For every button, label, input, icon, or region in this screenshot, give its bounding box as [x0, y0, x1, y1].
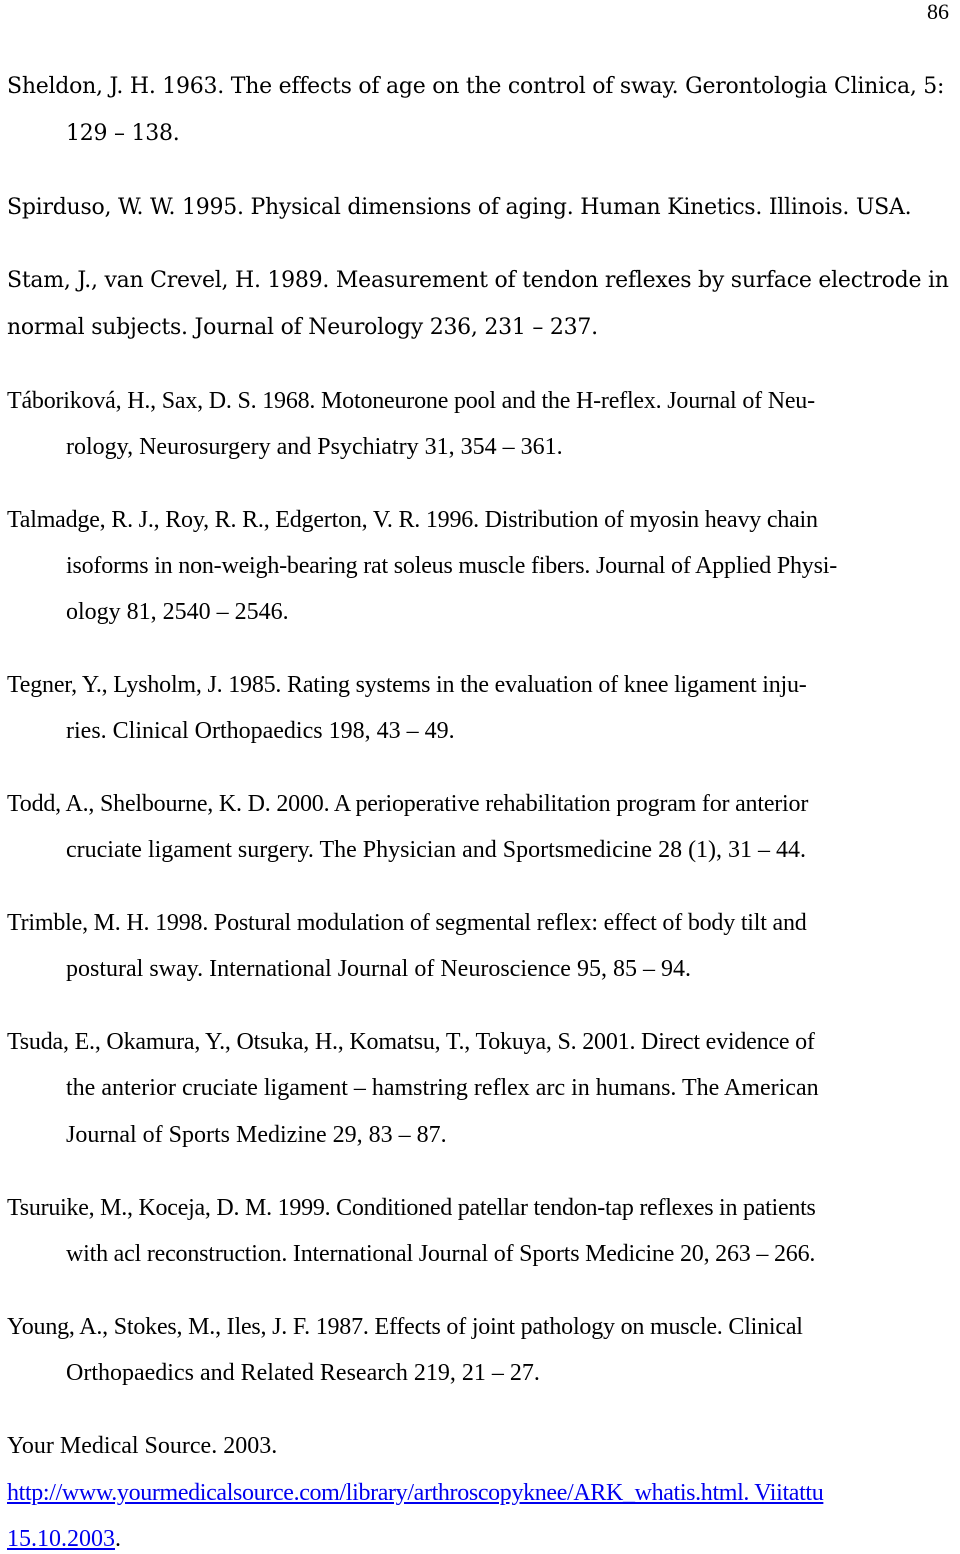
reference-period: . — [115, 1526, 121, 1552]
reference-line: Táboriková, H., Sax, D. S. 1968. Motoneurone pool and the H-reflex. Journal of Neu- — [7, 388, 815, 414]
reference-line: Stam, J., van Crevel, H. 1989. Measurement of tendon reflexes by surface electrode in — [7, 268, 949, 293]
page-number: 86 — [927, 0, 949, 24]
reference-url-link[interactable]: http://www.yourmedicalsource.com/library/arthroscopyknee/ARK_whatis.html. Viitattu — [7, 1480, 824, 1506]
reference-line: with acl reconstruction. International Journal of Sports Medicine 20, 263 – 266. — [66, 1241, 816, 1267]
reference-line: isoforms in non-weigh-bearing rat soleus muscle fibers. Journal of Applied Physi- — [66, 553, 837, 579]
reference-url-link-date[interactable]: 15.10.2003 — [7, 1526, 115, 1552]
reference-line: Journal of Sports Medizine 29, 83 – 87. — [66, 1122, 447, 1148]
reference-line: 129 – 138. — [66, 121, 180, 146]
reference-line: Trimble, M. H. 1998. Postural modulation of segmental reflex: effect of body tilt and — [7, 910, 807, 936]
reference-line: ries. Clinical Orthopaedics 198, 43 – 49. — [66, 718, 455, 744]
reference-line: Tsuruike, M., Koceja, D. M. 1999. Conditioned patellar tendon-tap reflexes in patients — [7, 1195, 816, 1221]
reference-line: cruciate ligament surgery. The Physician and Sportsmedicine 28 (1), 31 – 44. — [66, 837, 807, 863]
reference-line: Tegner, Y., Lysholm, J. 1985. Rating systems in the evaluation of knee ligament inju- — [7, 672, 807, 698]
reference-line: Spirduso, W. W. 1995. Physical dimensions of aging. Human Kinetics. Illinois. USA. — [7, 195, 912, 220]
reference-line: Sheldon, J. H. 1963. The effects of age on the control of sway. Gerontologia Clinica, 5: — [7, 74, 945, 99]
reference-line: Young, A., Stokes, M., Iles, J. F. 1987. Effects of joint pathology on muscle. Clinical — [7, 1314, 803, 1340]
reference-line: Orthopaedics and Related Research 219, 21 – 27. — [66, 1360, 540, 1386]
reference-line: Your Medical Source. 2003. — [7, 1433, 278, 1459]
reference-line: Todd, A., Shelbourne, K. D. 2000. A perioperative rehabilitation program for anterior — [7, 791, 809, 817]
reference-line: ology 81, 2540 – 2546. — [66, 599, 289, 625]
reference-link-line — [7, 1524, 121, 1554]
reference-line: postural sway. International Journal of Neuroscience 95, 85 – 94. — [66, 956, 691, 982]
reference-line: Tsuda, E., Okamura, Y., Otsuka, H., Komatsu, T., Tokuya, S. 2001. Direct evidence of — [7, 1029, 815, 1055]
reference-line: the anterior cruciate ligament – hamstring reflex arc in humans. The American — [66, 1075, 819, 1101]
reference-link-line — [7, 1478, 823, 1508]
reference-line: rology, Neurosurgery and Psychiatry 31, 354 – 361. — [66, 434, 563, 460]
reference-line: Talmadge, R. J., Roy, R. R., Edgerton, V. R. 1996. Distribution of myosin heavy chain — [7, 507, 818, 533]
reference-line: normal subjects. Journal of Neurology 236, 231 – 237. — [7, 315, 598, 340]
